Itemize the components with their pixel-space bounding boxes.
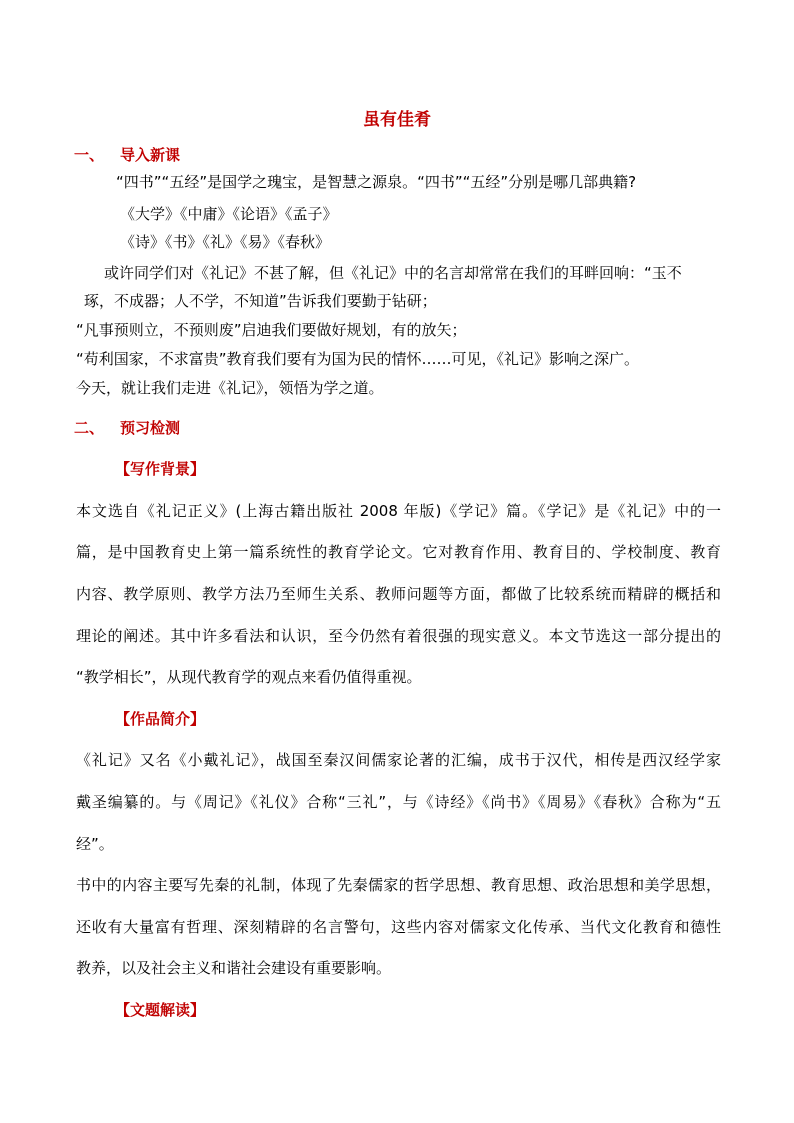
- intro-line-5: 还收有大量富有哲理、深刻精辟的名言警句，这些内容对儒家文化传承、当代文化教育和德性: [76, 918, 721, 936]
- four-books-line: 《大学》《中庸》《论语》《孟子》: [120, 205, 338, 223]
- background-line-3: 内容、教学原则、教学方法乃至师生关系、教师问题等方面，都做了比较系统而精辟的概括和: [76, 585, 721, 603]
- quote-line-1: 或许同学们对《礼记》不甚了解，但《礼记》中的名言却常常在我们的耳畔回响：“玉不: [104, 264, 682, 282]
- writing-background-tag: 【写作背景】: [115, 460, 206, 478]
- quote-line-2: 琢，不成器；人不学，不知道”告诉我们要勤于钻研；: [84, 292, 437, 310]
- five-classics-line: 《诗》《书》《礼》《易》《春秋》: [120, 233, 331, 251]
- title-interpretation-tag: 【文题解读】: [115, 1001, 206, 1019]
- quote-line-3: “凡事预则立，不预则废”启迪我们要做好规划，有的放矢；: [76, 321, 467, 339]
- intro-line-2: 戴圣编纂的。与《周记》《礼仪》合称“三礼”，与《诗经》《尚书》《周易》《春秋》合称为“五: [76, 793, 721, 811]
- quote-line-5: 今天，就让我们走进《礼记》，领悟为学之道。: [76, 379, 384, 397]
- background-line-5: “教学相长”，从现代教育学的观点来看仍值得重视。: [76, 668, 422, 686]
- background-line-2: 篇，是中国教育史上第一篇系统性的教育学论文。它对教育作用、教育目的、学校制度、教育: [76, 543, 721, 561]
- background-line-1: 本文选自《礼记正义》(上海古籍出版社 2008 年版)《学记》篇。《学记》是《礼记》中的一: [76, 502, 721, 520]
- intro-line-4: 书中的内容主要写先秦的礼制，体现了先秦儒家的哲学思想、教育思想、政治思想和美学思想，: [76, 876, 721, 894]
- intro-line-1: 《礼记》又名《小戴礼记》，战国至秦汉间儒家论著的汇编，成书于汉代，相传是西汉经学家: [76, 751, 721, 769]
- section-1-number: 一、: [74, 146, 105, 164]
- intro-line-6: 教养，以及社会主义和谐社会建设有重要影响。: [76, 959, 392, 977]
- quote-line-4: “苟利国家，不求富贵”教育我们要有为国为民的情怀……可见，《礼记》影响之深广。: [76, 350, 640, 368]
- intro-line-3: 经”。: [76, 835, 114, 853]
- work-intro-tag: 【作品简介】: [115, 710, 206, 728]
- page-title: 虽有佳肴: [363, 110, 431, 130]
- intro-question-line: “四书”“五经”是国学之瑰宝，是智慧之源泉。“四书”“五经”分别是哪几部典籍?: [116, 173, 637, 191]
- section-2-number: 二、: [74, 419, 105, 437]
- section-2-heading: 预习检测: [120, 419, 181, 437]
- section-1-heading: 导入新课: [120, 146, 181, 164]
- background-line-4: 理论的阐述。其中许多看法和认识，至今仍然有着很强的现实意义。本文节选这一部分提出的: [76, 627, 721, 645]
